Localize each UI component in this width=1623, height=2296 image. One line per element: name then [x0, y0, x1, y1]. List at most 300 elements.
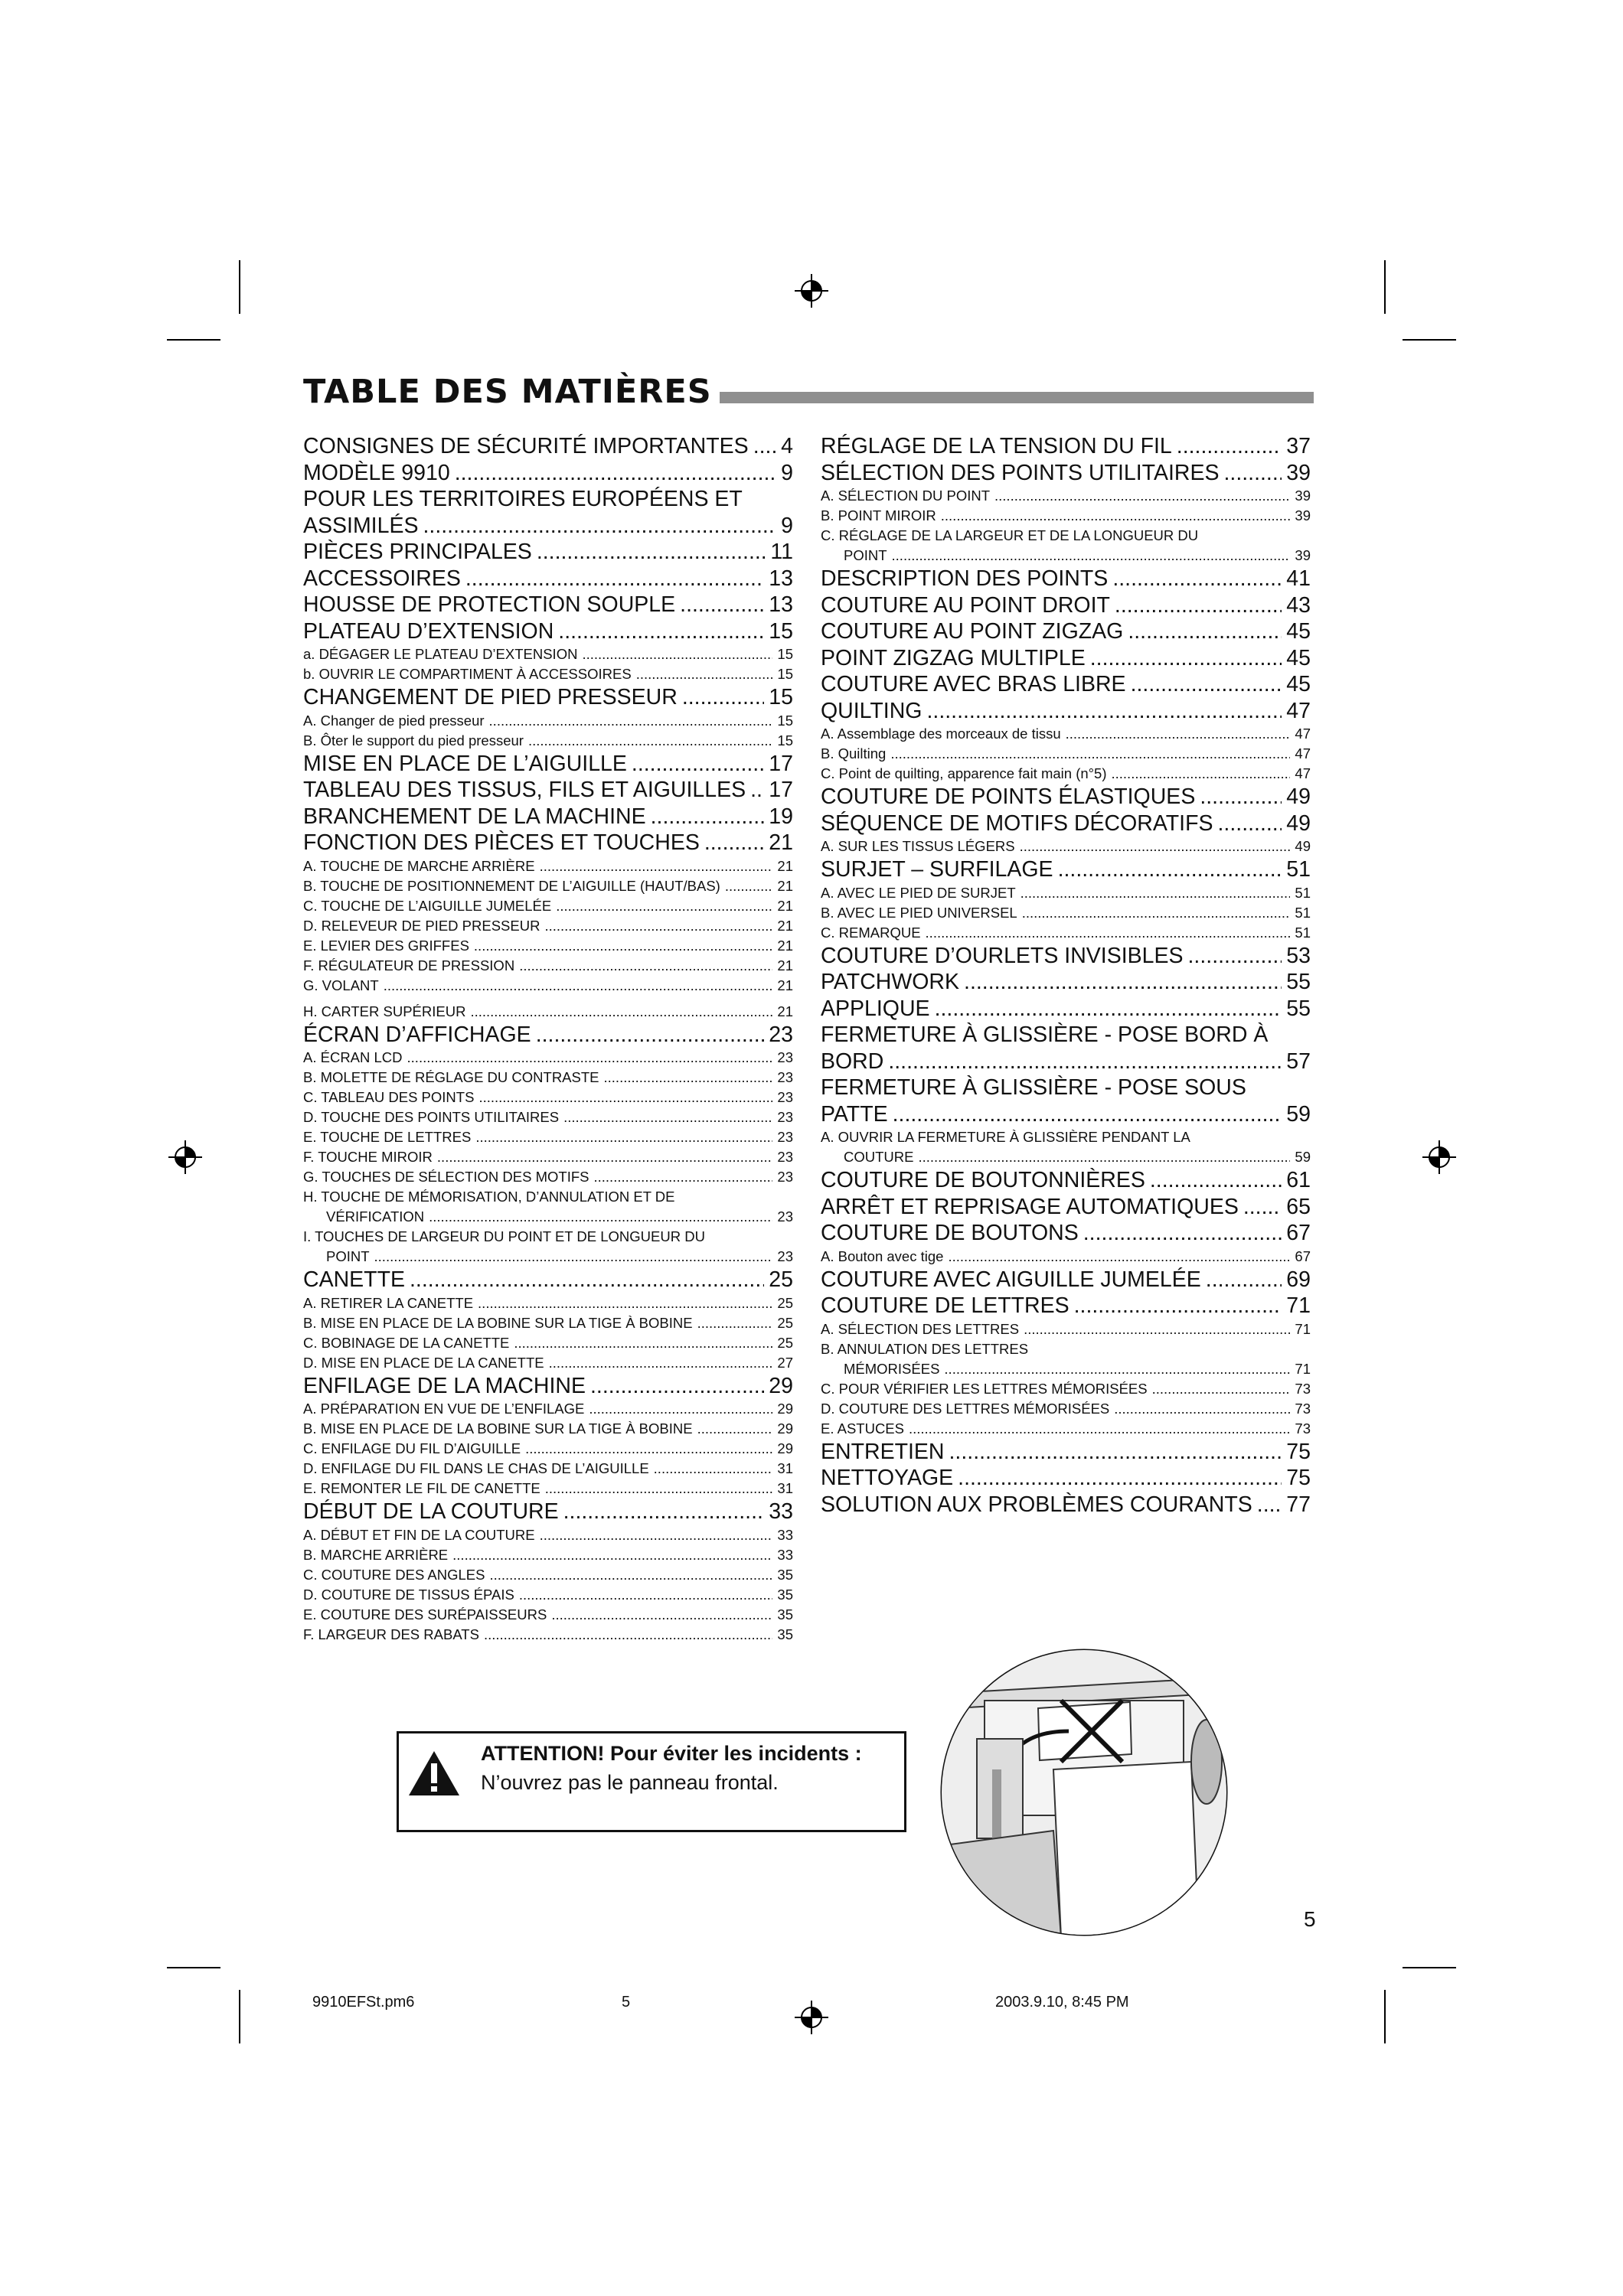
toc-entry-label: F. TOUCHE MIROIR	[303, 1149, 433, 1165]
toc-subentry[interactable]	[303, 1068, 793, 1088]
toc-entry-label: ARRÊT ET REPRISAGE AUTOMATIQUES	[821, 1194, 1239, 1219]
toc-subentry[interactable]	[821, 1379, 1311, 1399]
toc-subentry[interactable]	[303, 1605, 793, 1625]
toc-leader-dots	[544, 916, 772, 936]
toc-entry[interactable]	[821, 1101, 1311, 1128]
toc-subentry[interactable]	[303, 936, 793, 956]
toc-page-number: 19	[769, 804, 793, 829]
toc-entry-label: APPLIQUE	[821, 996, 930, 1021]
toc-entry-label: COUTURE DE LETTRES	[821, 1293, 1069, 1318]
toc-leader-dots	[1128, 618, 1282, 645]
toc-entry[interactable]	[821, 1439, 1311, 1466]
toc-entry-label: A. Bouton avec tige	[821, 1247, 944, 1264]
toc-page-number: 25	[777, 1334, 793, 1351]
toc-entry-label: A. SUR LES TISSUS LÉGERS	[821, 838, 1015, 854]
toc-leader-dots	[892, 546, 1291, 566]
toc-entry-label: H. CARTER SUPÉRIEUR	[303, 1003, 466, 1019]
toc-leader-dots	[1152, 1379, 1291, 1399]
toc-entry[interactable]	[821, 996, 1311, 1022]
toc-leader-dots	[680, 592, 764, 618]
toc-page-number: 23	[777, 1208, 793, 1225]
toc-leader-dots	[654, 1459, 773, 1479]
toc-entry[interactable]	[303, 804, 793, 830]
toc-subentry-line: I. TOUCHES DE LARGEUR DU POINT ET DE LONGUEUR DU	[303, 1228, 705, 1244]
toc-spacer	[303, 996, 793, 1002]
toc-subentry[interactable]	[821, 1319, 1311, 1339]
toc-page-number: 47	[1286, 698, 1311, 723]
toc-entry-label: A. PRÉPARATION EN VUE DE L’ENFILAGE	[303, 1401, 585, 1417]
toc-entry-label: SOLUTION AUX PROBLÈMES COURANTS	[821, 1492, 1252, 1517]
toc-subentry[interactable]	[303, 644, 793, 664]
toc-entry[interactable]	[821, 698, 1311, 725]
toc-page-number: 4	[781, 434, 793, 458]
toc-entry-label: BRANCHEMENT DE LA MACHINE	[303, 804, 646, 829]
toc-entry-label: A. TOUCHE DE MARCHE ARRIÈRE	[303, 857, 535, 874]
toc-leader-dots	[478, 1293, 772, 1313]
toc-subentry[interactable]	[821, 1399, 1311, 1419]
toc-page-number: 21	[777, 917, 793, 934]
toc-subentry[interactable]	[821, 837, 1311, 856]
toc-subentry[interactable]	[303, 1479, 793, 1499]
toc-subentry[interactable]	[303, 1002, 793, 1022]
toc-leader-dots	[725, 876, 773, 896]
toc-leader-dots	[465, 566, 764, 592]
toc-entry-label: COUTURE DE POINTS ÉLASTIQUES	[821, 784, 1196, 809]
toc-entry-label: A. SÉLECTION DU POINT	[821, 488, 991, 504]
toc-subentry[interactable]	[821, 1247, 1311, 1267]
toc-subentry[interactable]	[303, 1565, 793, 1585]
toc-leader-dots	[918, 1147, 1290, 1167]
crop-mark	[239, 1990, 240, 2043]
toc-entry-label: PIÈCES PRINCIPALES	[303, 540, 532, 564]
toc-leader-dots	[964, 969, 1282, 996]
crop-mark	[1403, 1967, 1456, 1968]
toc-page-number: 23	[769, 1022, 793, 1047]
toc-page-number: 65	[1286, 1194, 1311, 1219]
toc-entry[interactable]	[821, 810, 1311, 837]
toc-page-number: 15	[769, 685, 793, 709]
toc-page-number: 23	[777, 1149, 793, 1165]
toc-page-number: 9	[781, 513, 793, 538]
toc-page-number: 45	[1286, 645, 1311, 670]
toc-page-number: 49	[1295, 838, 1311, 854]
toc-entry-label: F. RÉGULATEUR DE PRESSION	[303, 957, 515, 974]
toc-subentry[interactable]	[821, 1147, 1311, 1167]
toc-page-number: 29	[769, 1373, 793, 1398]
toc-entry-label: D. ENFILAGE DU FIL DANS LE CHAS DE L’AIGUILLE	[303, 1460, 649, 1476]
toc-page-number: 45	[1286, 672, 1311, 696]
toc-subentry[interactable]	[303, 711, 793, 731]
toc-entry-label: PLATEAU D’EXTENSION	[303, 618, 554, 644]
toc-leader-dots	[407, 1048, 773, 1068]
toc-entry-label: DESCRIPTION DES POINTS	[821, 566, 1109, 591]
toc-leader-dots	[1131, 671, 1282, 698]
toc-subentry[interactable]	[303, 896, 793, 916]
toc-entry[interactable]	[303, 1267, 793, 1293]
toc-subentry[interactable]	[303, 1313, 793, 1333]
toc-entry-label: ENFILAGE DE LA MACHINE	[303, 1373, 586, 1398]
toc-page-number: 71	[1295, 1320, 1311, 1337]
toc-leader-dots	[1020, 883, 1291, 903]
toc-entry-label: A. DÉBUT ET FIN DE LA COUTURE	[303, 1526, 535, 1543]
toc-entry-label: E. COUTURE DES SURÉPAISSEURS	[303, 1606, 547, 1623]
toc-right-column	[821, 433, 1311, 1518]
toc-subentry[interactable]	[303, 1545, 793, 1565]
toc-subentry[interactable]	[303, 1333, 793, 1353]
toc-entry-label: COUTURE AU POINT DROIT	[821, 592, 1110, 618]
toc-page-number: 25	[777, 1314, 793, 1331]
toc-page-number: 39	[1295, 488, 1311, 504]
machine-front-panel-do-not-open-icon	[939, 1647, 1229, 1938]
toc-page-number: 43	[1286, 592, 1311, 618]
toc-entry-label: A. Assemblage des morceaux de tissu	[821, 726, 1061, 742]
toc-entry[interactable]	[303, 830, 793, 856]
toc-entry[interactable]	[821, 1465, 1311, 1492]
toc-leader-dots	[489, 711, 773, 731]
toc-entry-label: COUTURE D’OURLETS INVISIBLES	[821, 943, 1184, 968]
toc-subentry-line: C. RÉGLAGE DE LA LARGEUR ET DE LA LONGUEUR DU	[821, 527, 1199, 543]
toc-entry[interactable]	[821, 784, 1311, 810]
toc-leader-dots	[636, 664, 773, 684]
crop-mark	[239, 260, 240, 314]
toc-subentry[interactable]	[303, 1247, 793, 1267]
toc-entry[interactable]	[821, 856, 1311, 883]
toc-entry-label: D. TOUCHE DES POINTS UTILITAIRES	[303, 1109, 560, 1125]
toc-page-number: 57	[1286, 1049, 1311, 1074]
toc-leader-dots	[410, 1267, 764, 1293]
toc-page-number: 49	[1286, 810, 1311, 836]
toc-page-number: 21	[777, 957, 793, 974]
toc-leader-dots	[525, 1439, 772, 1459]
toc-page-number: 23	[777, 1129, 793, 1145]
toc-page-number: 23	[777, 1109, 793, 1125]
toc-leader-dots	[753, 433, 776, 460]
toc-page-number: 33	[769, 1499, 793, 1524]
toc-leader-dots	[941, 506, 1291, 526]
toc-entry[interactable]	[303, 592, 793, 618]
toc-entry[interactable]	[821, 1293, 1311, 1319]
toc-entry-label: A. RETIRER LA CANETTE	[303, 1294, 474, 1311]
toc-entry-label: C. Point de quilting, apparence fait main (n°5)	[821, 765, 1107, 781]
toc-leader-dots	[563, 1107, 772, 1127]
toc-entry-label: C. COUTURE DES ANGLES	[303, 1566, 485, 1583]
toc-page-number: 35	[777, 1586, 793, 1603]
toc-subentry-line: A. OUVRIR LA FERMETURE À GLISSIÈRE PENDANT LA	[821, 1129, 1190, 1145]
toc-entry[interactable]	[303, 433, 793, 460]
toc-entry-label: B. Ôter le support du pied presseur	[303, 732, 524, 748]
toc-entry-label: D. COUTURE DES LETTRES MÉMORISÉES	[821, 1400, 1110, 1417]
toc-leader-dots	[429, 1207, 772, 1227]
toc-leader-dots	[470, 1002, 772, 1022]
registration-mark-icon	[795, 274, 828, 308]
toc-entry-label: RÉGLAGE DE LA TENSION DU FIL	[821, 434, 1172, 458]
toc-entry[interactable]	[303, 513, 793, 540]
toc-entry-label: B. MISE EN PLACE DE LA BOBINE SUR LA TIGE À BOBINE	[303, 1314, 693, 1331]
toc-entry[interactable]	[821, 969, 1311, 996]
toc-subentry[interactable]	[303, 1525, 793, 1545]
toc-page-number: 49	[1286, 784, 1311, 809]
toc-page-number: 15	[769, 618, 793, 644]
toc-subentry[interactable]	[303, 876, 793, 896]
toc-entry[interactable]	[821, 1049, 1311, 1075]
toc-leader-dots	[1188, 943, 1282, 970]
crop-mark	[167, 339, 220, 341]
toc-entry-label: COUTURE	[844, 1149, 914, 1165]
toc-page-number: 35	[777, 1626, 793, 1642]
toc-entry-line: FERMETURE À GLISSIÈRE - POSE BORD À	[821, 1022, 1269, 1047]
toc-page-number: 51	[1295, 904, 1311, 921]
toc-entry-label: SURJET – SURFILAGE	[821, 857, 1053, 882]
toc-entry-label: ASSIMILÉS	[303, 513, 419, 538]
toc-subentry[interactable]	[303, 1399, 793, 1419]
toc-subentry[interactable]	[303, 1439, 793, 1459]
toc-entry-label: B. AVEC LE PIED UNIVERSEL	[821, 904, 1017, 921]
toc-subentry[interactable]	[303, 1459, 793, 1479]
warning-text: N’ouvrez pas le panneau frontal.	[481, 1771, 779, 1794]
toc-subentry[interactable]	[303, 1585, 793, 1605]
toc-page-number: 21	[777, 937, 793, 954]
toc-subentry[interactable]	[303, 956, 793, 976]
toc-subentry[interactable]	[821, 883, 1311, 903]
toc-leader-dots	[1020, 837, 1291, 856]
toc-leader-dots	[926, 923, 1291, 943]
toc-entry-label: B. Quilting	[821, 745, 887, 762]
toc-entry-label: a. DÉGAGER LE PLATEAU D’EXTENSION	[303, 646, 578, 662]
toc-leader-dots	[563, 1499, 765, 1525]
toc-entry[interactable]	[303, 751, 793, 778]
toc-leader-dots	[1074, 1293, 1282, 1319]
toc-entry-label: A. Changer de pied presseur	[303, 712, 485, 729]
toc-entry[interactable]	[821, 1220, 1311, 1247]
toc-subentry-line: B. ANNULATION DES LETTRES	[821, 1340, 1029, 1357]
toc-entry-label: VÉRIFICATION	[326, 1208, 425, 1225]
toc-page-number: 71	[1295, 1360, 1311, 1377]
toc-entry-label: A. SÉLECTION DES LETTRES	[821, 1320, 1020, 1337]
toc-leader-dots	[1115, 592, 1282, 619]
toc-leader-dots	[1218, 810, 1282, 837]
toc-leader-dots	[540, 856, 773, 876]
toc-page-number: 33	[777, 1526, 793, 1543]
toc-leader-dots	[697, 1313, 773, 1333]
toc-subentry[interactable]	[303, 664, 793, 684]
toc-page-number: 55	[1286, 996, 1311, 1021]
toc-leader-dots	[948, 1247, 1290, 1267]
toc-entry-label: D. COUTURE DE TISSUS ÉPAIS	[303, 1586, 514, 1603]
toc-subentry[interactable]	[821, 546, 1311, 566]
toc-entry[interactable]	[821, 566, 1311, 592]
toc-leader-dots	[478, 1088, 772, 1107]
toc-entry-label: G. TOUCHES DE SÉLECTION DES MOTIFS	[303, 1169, 589, 1185]
toc-page-number: 41	[1286, 566, 1311, 591]
toc-entry[interactable]	[821, 943, 1311, 970]
toc-leader-dots	[537, 539, 766, 566]
page-title: TABLE DES MATIÈRES	[303, 373, 712, 411]
toc-entry[interactable]	[303, 618, 793, 645]
toc-leader-dots	[890, 744, 1290, 764]
toc-entry[interactable]	[821, 645, 1311, 672]
toc-subentry[interactable]	[303, 976, 793, 996]
toc-entry[interactable]	[821, 460, 1311, 487]
toc-page-number: 67	[1286, 1221, 1311, 1245]
toc-subentry[interactable]	[821, 486, 1311, 506]
toc-subentry[interactable]	[303, 856, 793, 876]
registration-mark-icon	[1422, 1140, 1456, 1174]
toc-subentry[interactable]	[821, 903, 1311, 923]
toc-subentry[interactable]	[303, 1147, 793, 1167]
toc-leader-dots	[1022, 903, 1291, 923]
toc-leader-dots	[1257, 1492, 1282, 1518]
toc-page-number: 21	[777, 877, 793, 894]
toc-page-number: 35	[777, 1606, 793, 1623]
toc-entry-label: SÉQUENCE DE MOTIFS DÉCORATIFS	[821, 810, 1213, 836]
toc-subentry[interactable]	[821, 1359, 1311, 1379]
toc-entry-label: MÉMORISÉES	[844, 1360, 940, 1377]
toc-entry-label: D. RELEVEUR DE PIED PRESSEUR	[303, 917, 540, 934]
toc-entry-label: ÉCRAN D’AFFICHAGE	[303, 1022, 531, 1047]
toc-leader-dots	[651, 804, 765, 830]
toc-entry-line: POUR LES TERRITOIRES EUROPÉENS ET	[303, 487, 743, 511]
warning-title: ATTENTION! Pour éviter les incidents :	[481, 1742, 862, 1765]
toc-subentry[interactable]	[821, 1419, 1311, 1439]
toc-entry[interactable]	[821, 433, 1311, 460]
toc-entry-label: POINT	[326, 1248, 370, 1264]
toc-entry-label: C. TOUCHE DE L’AIGUILLE JUMELÉE	[303, 897, 552, 914]
toc-page-number: 23	[777, 1069, 793, 1085]
crop-mark	[1384, 1990, 1386, 2043]
toc-entry-label: E. REMONTER LE FIL DE CANETTE	[303, 1480, 540, 1496]
toc-page-number: 61	[1286, 1168, 1311, 1192]
toc-subentry[interactable]	[303, 1127, 793, 1147]
toc-page-number: 39	[1295, 507, 1311, 523]
toc-entry-label: ENTRETIEN	[821, 1439, 945, 1464]
toc-entry[interactable]	[303, 1373, 793, 1400]
toc-page-number: 23	[777, 1049, 793, 1065]
toc-page-number: 13	[769, 592, 793, 617]
toc-leader-dots	[374, 1247, 773, 1267]
toc-entry[interactable]	[821, 1492, 1311, 1518]
toc-subentry[interactable]	[821, 744, 1311, 764]
toc-entry[interactable]	[821, 618, 1311, 645]
toc-entry[interactable]	[303, 684, 793, 711]
toc-page-number: 73	[1295, 1380, 1311, 1397]
toc-entry-label: G. VOLANT	[303, 977, 379, 993]
toc-entry-label: COUTURE AVEC BRAS LIBRE	[821, 672, 1126, 696]
toc-subentry[interactable]	[303, 1167, 793, 1187]
footer-filename: 9910EFSt.pm6	[312, 1994, 415, 2011]
toc-entry[interactable]	[821, 592, 1311, 619]
toc-entry-label: COUTURE AU POINT ZIGZAG	[821, 619, 1124, 644]
toc-subentry[interactable]	[303, 1293, 793, 1313]
toc-subentry[interactable]	[303, 1048, 793, 1068]
registration-mark-icon	[168, 1140, 202, 1174]
footer-page: 5	[622, 1994, 631, 2011]
toc-leader-dots	[697, 1419, 773, 1439]
toc-leader-dots	[1083, 1220, 1282, 1247]
toc-entry-label: C. REMARQUE	[821, 924, 921, 941]
toc-subentry[interactable]	[303, 1107, 793, 1127]
toc-entry-label: TABLEAU DES TISSUS, FILS ET AIGUILLES	[303, 778, 746, 802]
toc-entry[interactable]	[303, 777, 793, 804]
toc-leader-dots	[1024, 1319, 1290, 1339]
toc-entry[interactable]	[821, 671, 1311, 698]
toc-entry-label: CONSIGNES DE SÉCURITÉ IMPORTANTES	[303, 434, 749, 458]
toc-entry-label: MISE EN PLACE DE L’AIGUILLE	[303, 751, 627, 776]
toc-subentry[interactable]	[821, 724, 1311, 744]
toc-leader-dots	[452, 1545, 772, 1565]
toc-page-number: 51	[1295, 924, 1311, 941]
toc-subentry[interactable]	[303, 916, 793, 936]
toc-entry[interactable]	[821, 1194, 1311, 1221]
toc-leader-dots	[590, 1373, 764, 1400]
toc-page-number: 71	[1286, 1293, 1311, 1318]
toc-subentry[interactable]	[303, 1353, 793, 1373]
page-number: 5	[1304, 1907, 1316, 1931]
toc-leader-dots	[582, 644, 772, 664]
toc-page-number: 75	[1286, 1466, 1311, 1490]
toc-page-number: 39	[1295, 547, 1311, 563]
toc-entry-label: COUTURE DE BOUTONS	[821, 1221, 1079, 1245]
toc-subentry[interactable]	[821, 764, 1311, 784]
toc-page-number: 23	[777, 1248, 793, 1264]
toc-subentry[interactable]	[303, 1207, 793, 1227]
toc-subentry[interactable]	[821, 506, 1311, 526]
toc-leader-dots	[540, 1525, 773, 1545]
toc-page-number: 39	[1286, 460, 1311, 485]
toc-page-number: 59	[1295, 1149, 1311, 1165]
toc-subentry[interactable]	[303, 1419, 793, 1439]
toc-entry-label: FONCTION DES PIÈCES ET TOUCHES	[303, 830, 700, 855]
toc-entry-label: B. MOLETTE DE RÉGLAGE DU CONTRASTE	[303, 1069, 599, 1085]
toc-entry-label: B. TOUCHE DE POSITIONNEMENT DE L’AIGUILLE (HAUT/BAS)	[303, 877, 720, 894]
toc-leader-dots	[475, 1127, 772, 1147]
toc-subentry[interactable]	[303, 1625, 793, 1645]
toc-page-number: 59	[1286, 1101, 1311, 1127]
toc-page-number: 15	[777, 666, 793, 682]
toc-leader-dots	[604, 1068, 773, 1088]
toc-entry[interactable]	[821, 1167, 1311, 1194]
toc-page-number: 69	[1286, 1267, 1311, 1292]
toc-entry[interactable]	[303, 539, 793, 566]
toc-leader-dots	[1150, 1167, 1282, 1194]
toc-page-number: 35	[777, 1566, 793, 1583]
toc-leader-dots	[750, 777, 764, 804]
toc-page-number: 9	[781, 460, 793, 485]
toc-page-number: 77	[1286, 1492, 1311, 1517]
toc-entry[interactable]	[821, 1267, 1311, 1293]
toc-entry[interactable]	[303, 1499, 793, 1525]
toc-entry[interactable]	[303, 1022, 793, 1049]
toc-leader-dots	[549, 1353, 773, 1373]
toc-leader-dots	[556, 896, 772, 916]
toc-page-number: 23	[777, 1169, 793, 1185]
toc-entry-label: A. AVEC LE PIED DE SURJET	[821, 884, 1016, 901]
crop-mark	[1403, 339, 1456, 341]
toc-page-number: 31	[777, 1460, 793, 1476]
toc-entry-label: BORD	[821, 1049, 884, 1074]
toc-entry-label: DÉBUT DE LA COUTURE	[303, 1499, 559, 1524]
toc-page-number: 55	[1286, 970, 1311, 994]
toc-entry[interactable]	[303, 460, 793, 487]
toc-entry[interactable]	[303, 566, 793, 592]
toc-leader-dots	[384, 976, 773, 996]
toc-entry-label: E. ASTUCES	[821, 1420, 904, 1437]
toc-leader-dots	[1058, 856, 1282, 883]
toc-subentry[interactable]	[821, 923, 1311, 943]
toc-entry-label: POINT ZIGZAG MULTIPLE	[821, 645, 1086, 670]
toc-leader-dots	[888, 1049, 1282, 1075]
toc-subentry[interactable]	[303, 731, 793, 751]
toc-subentry[interactable]	[303, 1088, 793, 1107]
